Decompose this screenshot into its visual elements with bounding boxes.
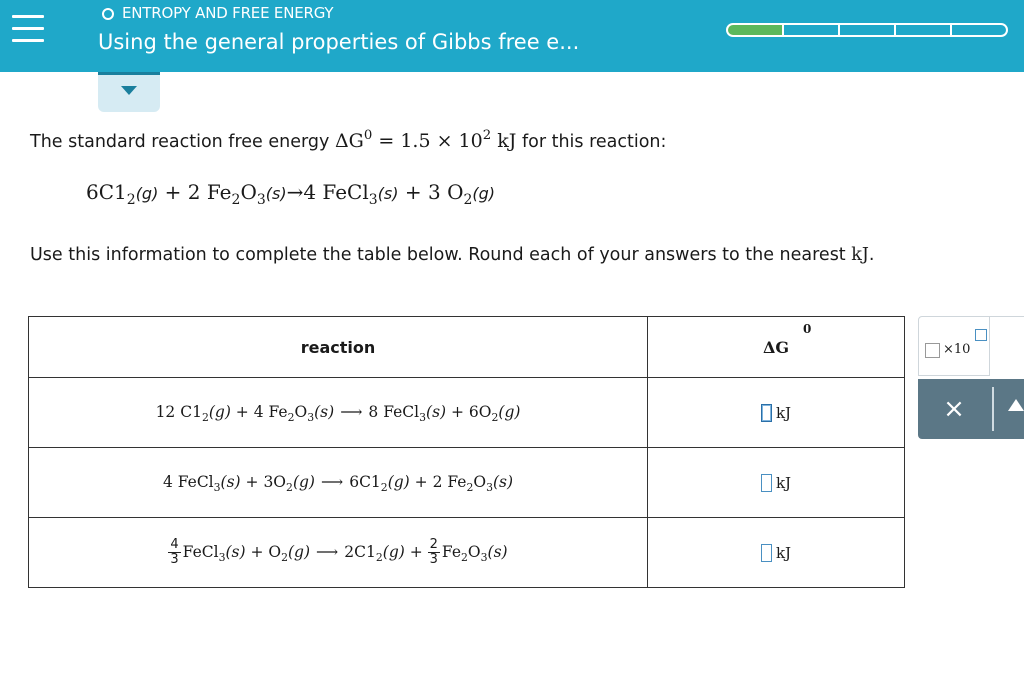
divider xyxy=(992,387,994,431)
hamburger-menu-icon[interactable] xyxy=(10,12,46,48)
table-row xyxy=(29,448,905,518)
answer-tools-panel xyxy=(918,316,1024,439)
column-header-reaction: reaction xyxy=(29,317,648,378)
instructions: Use this information to complete the table below. Round each of your answers to the nearest kJ. xyxy=(30,245,875,265)
dg-answer-input[interactable] xyxy=(761,474,772,492)
table-row xyxy=(29,378,905,448)
dg-answer-input[interactable] xyxy=(761,544,772,562)
undo-icon[interactable] xyxy=(1008,399,1024,411)
table-header-row xyxy=(29,317,905,378)
reaction-cell: 4 FeCl$_3$(s) + $3O_2(g)$ ⟶ $6C1_2(g) + 2$ $Fe_2O_3(s)$ xyxy=(29,448,648,518)
clear-button[interactable]: × xyxy=(943,394,965,424)
exponent-box-icon xyxy=(975,329,987,341)
table-row xyxy=(29,518,905,588)
reaction-table xyxy=(28,316,905,588)
header-bar xyxy=(0,0,1024,72)
progress-segment xyxy=(726,23,784,37)
scientific-notation-button[interactable]: ×10 xyxy=(918,316,990,376)
action-bar xyxy=(918,379,1024,439)
dg-answer-cell: kJ xyxy=(648,378,905,448)
column-header-dg: ΔG 0 xyxy=(648,317,905,378)
problem-statement: The standard reaction free energy $\Delta G^0 = 1.5 \times 10^2$ kJ for this reaction: xyxy=(30,128,667,152)
progress-segment xyxy=(782,23,840,37)
dg-answer-cell: kJ xyxy=(648,518,905,588)
collapse-toggle-button[interactable] xyxy=(98,72,160,112)
page-title: Using the general properties of Gibbs free e... xyxy=(98,30,580,54)
topic-label: ENTROPY AND FREE ENERGY xyxy=(102,4,333,22)
dg-answer-cell: kJ xyxy=(648,448,905,518)
progress-segment xyxy=(950,23,1008,37)
dg-value: $\Delta G^0 = 1.5 \times 10^2$ kJ xyxy=(334,128,517,152)
reaction-cell: 12 $C1_2(g) + 4$ $Fe_2O_3(s)$ ⟶ 8 FeCl$_3$(s) + $6O_2(g)$ xyxy=(29,378,648,448)
chevron-down-icon xyxy=(121,86,137,95)
progress-segment xyxy=(838,23,896,37)
tool-button-edge xyxy=(990,316,1024,376)
reaction-equation: $6C1_2(g) + 2$ $Fe_2O_3(s)\to 4$ FeCl$_3$(s) + 3 $O_2(g)$ xyxy=(86,180,496,208)
base-box-icon xyxy=(925,343,940,358)
reaction-cell: $\frac{4}{3}$ FeCl$_3$(s) + $O_2(g)$ ⟶ $2C1_2(g)$ + $\frac{2}{3}$ $Fe_2O_3(s)$ xyxy=(29,518,648,588)
progress-bar xyxy=(726,23,1008,37)
topic-circle-icon xyxy=(102,8,114,20)
progress-segment xyxy=(894,23,952,37)
dg-answer-input[interactable] xyxy=(761,404,772,422)
